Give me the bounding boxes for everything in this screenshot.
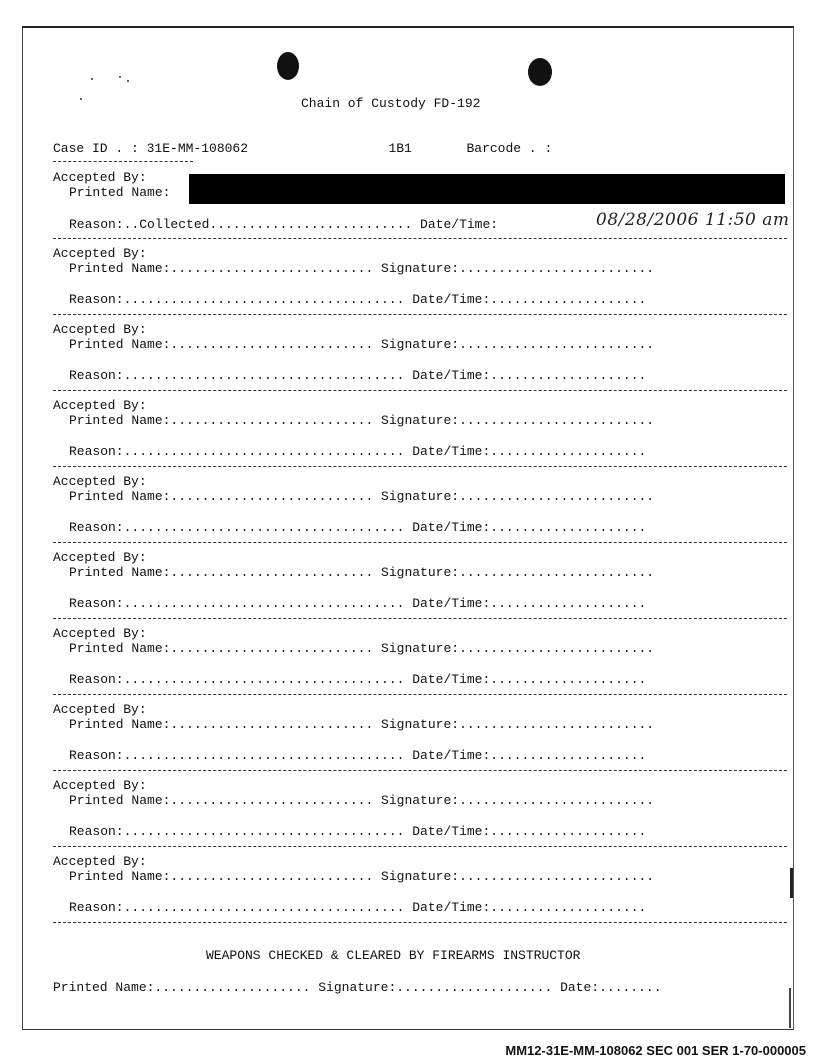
printed-name-signature-line: Printed Name:.......................... Signature:......................... [69,261,655,276]
reason-datetime-line: Reason:.................................... Date/Time:.................... [69,748,647,763]
divider [53,770,787,771]
redaction-bar [189,174,785,204]
reason-datetime-line: Reason:.................................... Date/Time:.................... [69,672,647,687]
accepted-by-label: Accepted By: [53,626,147,641]
divider [53,618,787,619]
punch-hole-right [528,58,552,86]
accepted-by-label: Accepted By: [53,550,147,565]
accepted-by-label: Accepted By: [53,170,147,185]
accepted-by-label: Accepted By: [53,322,147,337]
accepted-by-label: Accepted By: [53,702,147,717]
scan-speck [119,76,121,78]
accepted-by-label: Accepted By: [53,398,147,413]
accepted-by-label: Accepted By: [53,474,147,489]
divider [53,314,787,315]
divider [53,922,787,923]
divider [53,542,787,543]
divider [53,161,193,162]
printed-name-signature-line: Printed Name:.......................... Signature:......................... [69,793,655,808]
reason-datetime-line: Reason:.................................... Date/Time:.................... [69,824,647,839]
scan-speck [91,78,93,80]
printed-name-signature-line: Printed Name:.......................... Signature:......................... [69,869,655,884]
printed-name-signature-line: Printed Name:.......................... Signature:......................... [69,413,655,428]
printed-name-label: Printed Name: [69,185,171,200]
divider [53,390,787,391]
reason-datetime-line: Reason:.................................... Date/Time:.................... [69,444,647,459]
document-reference: MM12-31E-MM-108062 SEC 001 SER 1-70-000005 [505,1043,806,1058]
edge-mark [789,988,791,1028]
divider [53,694,787,695]
printed-name-signature-line: Printed Name:.......................... Signature:......................... [69,337,655,352]
printed-name-signature-line: Printed Name:.......................... Signature:......................... [69,641,655,656]
reason-datetime-line: Reason:.................................... Date/Time:.................... [69,900,647,915]
case-id-line: Case ID . : 31E-MM-108062 1B1 Barcode . : [53,141,553,156]
reason-line: Reason:..Collected.......................... Date/Time: [69,217,499,232]
custody-form-page [22,26,794,1030]
reason-datetime-line: Reason:.................................... Date/Time:.................... [69,596,647,611]
scan-speck [80,98,82,100]
reason-datetime-line: Reason:.................................... Date/Time:.................... [69,368,647,383]
accepted-by-label: Accepted By: [53,246,147,261]
divider [53,846,787,847]
divider [53,238,787,239]
scan-speck [127,80,129,82]
printed-name-signature-line: Printed Name:.......................... Signature:......................... [69,717,655,732]
accepted-by-label: Accepted By: [53,854,147,869]
reason-datetime-line: Reason:.................................... Date/Time:.................... [69,292,647,307]
reason-datetime-line: Reason:.................................... Date/Time:.................... [69,520,647,535]
form-title: Chain of Custody FD-192 [301,96,481,111]
accepted-by-label: Accepted By: [53,778,147,793]
edge-mark [790,868,793,898]
printed-name-signature-line: Printed Name:.......................... Signature:......................... [69,565,655,580]
weapons-signoff-line: Printed Name:.................... Signature:.................... Date:........ [53,980,662,995]
punch-hole-left [277,52,299,80]
divider [53,466,787,467]
weapons-heading: WEAPONS CHECKED & CLEARED BY FIREARMS INSTRUCTOR [206,948,581,963]
handwritten-datetime: 08/28/2006 11:50 am [596,210,790,230]
printed-name-signature-line: Printed Name:.......................... Signature:......................... [69,489,655,504]
